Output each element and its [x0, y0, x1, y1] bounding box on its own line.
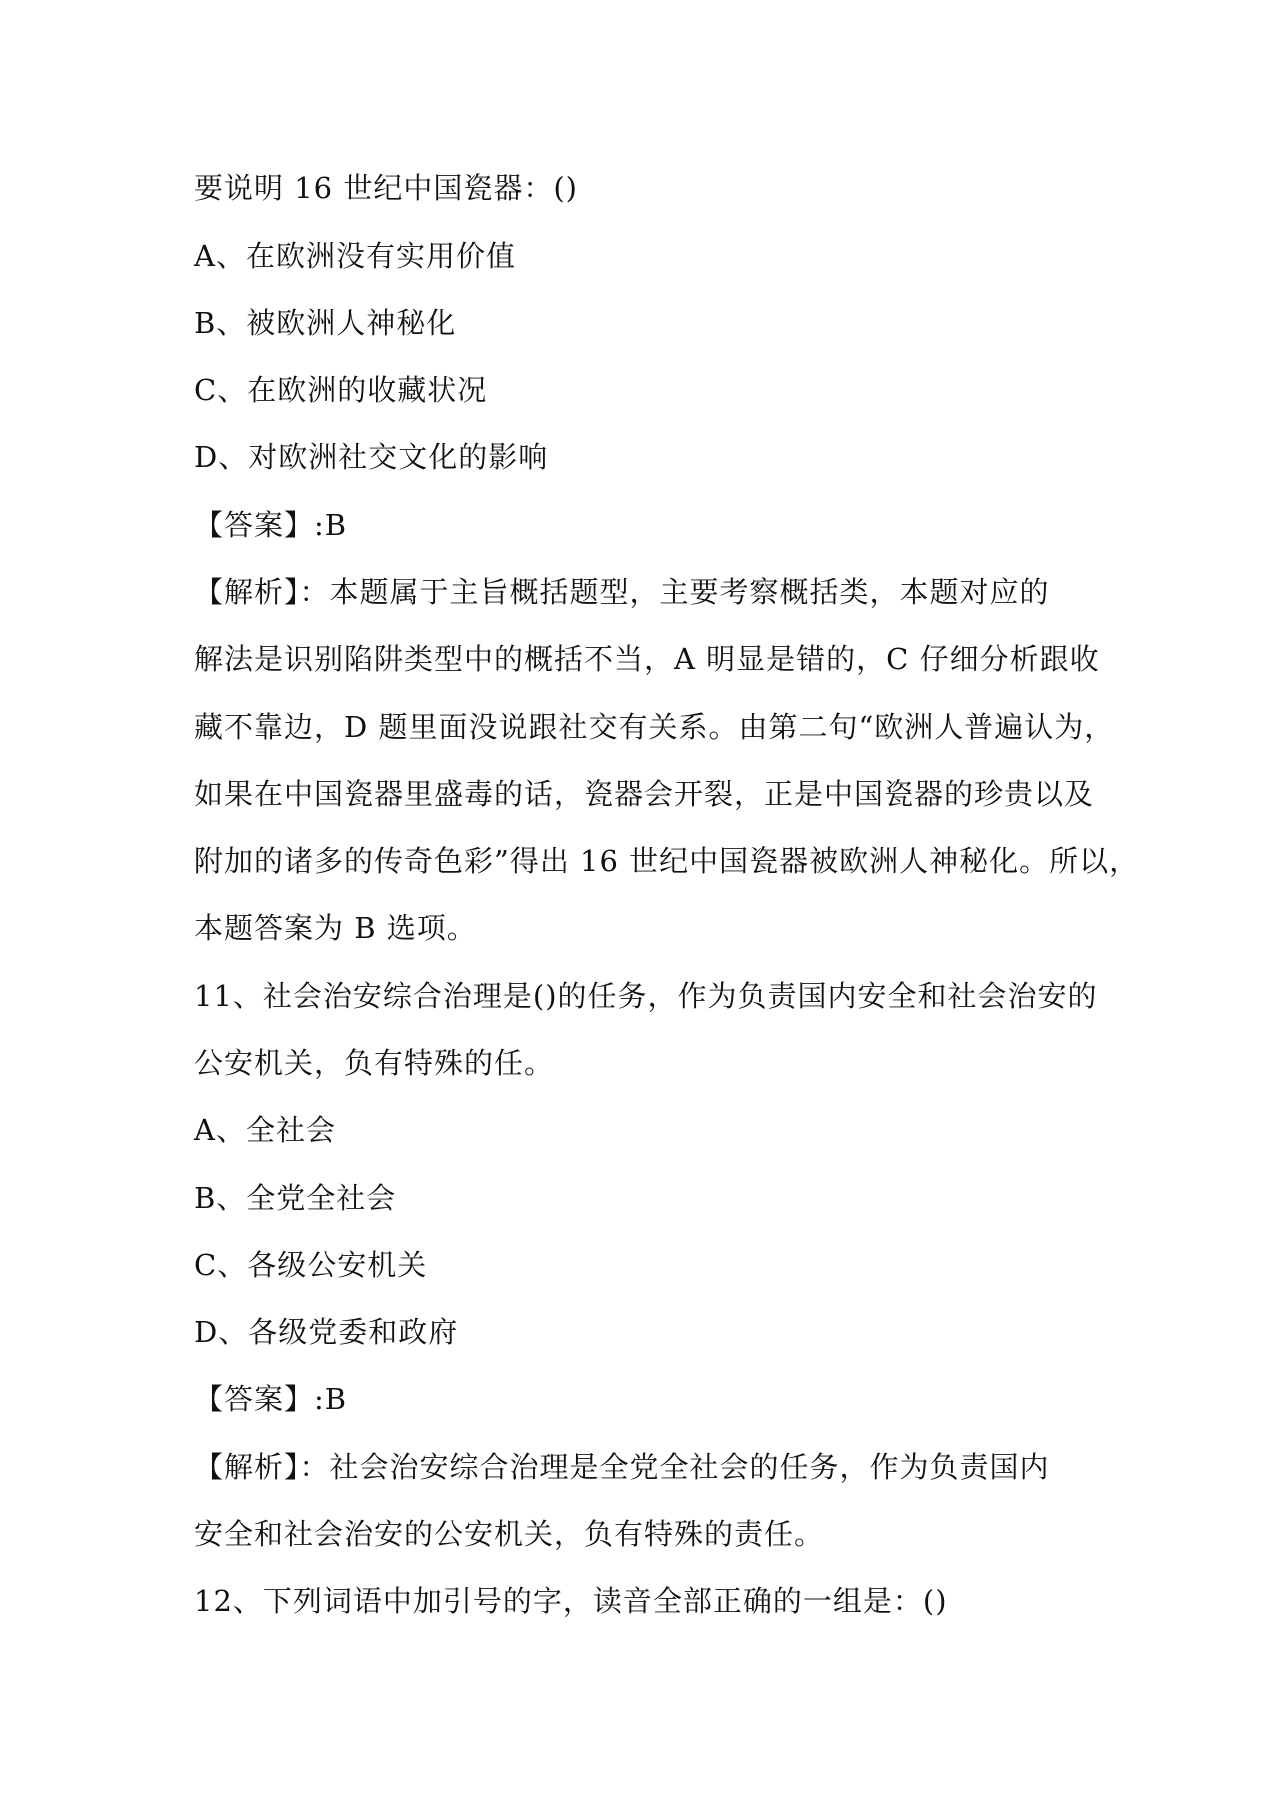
q10-analysis-line-6: 本题答案为 B 选项。 — [194, 911, 477, 945]
q11-option-d: D、各级党委和政府 — [194, 1315, 459, 1349]
q10-option-a: A、在欧洲没有实用价值 — [194, 239, 516, 273]
q10-analysis-line-1: 【解析】：本题属于主旨概括题型，主要考察概括类，本题对应的 — [194, 575, 1050, 609]
q12-stem: 12、下列词语中加引号的字，读音全部正确的一组是：() — [194, 1584, 948, 1618]
q11-stem-line-1: 11、社会治安综合治理是()的任务，作为负责国内安全和社会治安的 — [194, 979, 1098, 1013]
q10-stem-tail: 要说明 16 世纪中国瓷器：() — [194, 171, 578, 205]
q10-analysis-line-5: 附加的诸多的传奇色彩”得出 16 世纪中国瓷器被欧洲人神秘化。所以， — [194, 844, 1140, 878]
q11-answer: 【答案】:B — [194, 1382, 348, 1416]
q10-answer: 【答案】:B — [194, 508, 348, 542]
q11-analysis-line-1: 【解析】：社会治安综合治理是全党全社会的任务，作为负责国内 — [194, 1450, 1050, 1484]
q11-option-b: B、全党全社会 — [194, 1181, 397, 1215]
q11-option-c: C、各级公安机关 — [194, 1248, 428, 1282]
q11-analysis-line-2: 安全和社会治安的公安机关，负有特殊的责任。 — [194, 1517, 825, 1551]
q11-stem-line-2: 公安机关，负有特殊的任。 — [194, 1046, 555, 1080]
q10-option-d: D、对欧洲社交文化的影响 — [194, 440, 549, 474]
q10-option-c: C、在欧洲的收藏状况 — [194, 373, 488, 407]
q10-analysis-line-4: 如果在中国瓷器里盛毒的话，瓷器会开裂，正是中国瓷器的珍贵以及 — [194, 777, 1095, 811]
q10-analysis-line-2: 解法是识别陷阱类型中的概括不当，A 明显是错的，C 仔细分析跟收 — [194, 642, 1100, 676]
q10-analysis-line-3: 藏不靠边，D 题里面没说跟社交有关系。由第二句“欧洲人普遍认为， — [194, 710, 1115, 744]
q10-option-b: B、被欧洲人神秘化 — [194, 306, 457, 340]
q11-option-a: A、全社会 — [194, 1113, 336, 1147]
